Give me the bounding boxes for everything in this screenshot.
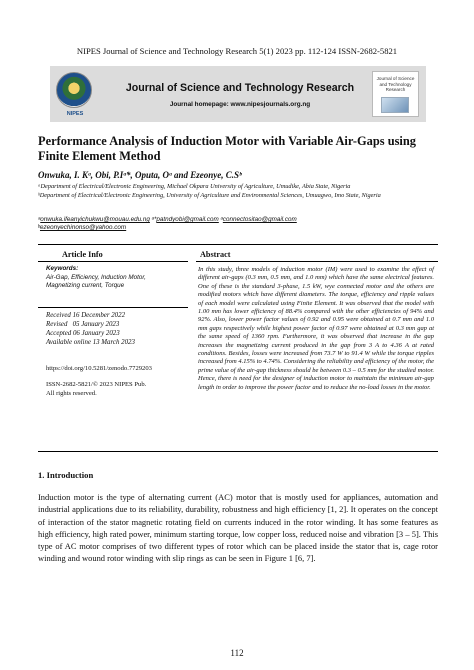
nipes-logo-label: NIPES: [66, 111, 84, 117]
email-link[interactable]: ezeonyechinonso@yahoo.com: [39, 224, 127, 232]
email-prefix: ᵃ: [218, 216, 223, 223]
keywords-rule: [38, 307, 188, 308]
introduction-paragraph: Induction motor is the type of alternating current (AC) motor that is mostly used for appliances, automation and industrial applications due to its reliability, durability, robustness and high efficiency [1, 2]. It operates on the concept of interaction of the stator magnetic rotating field on currents induced in the rotor winding. It has some features as high efficiency, high rated power, minimum starting torque, low copper loss, reduced noise and vibration [3 – 5]. This type of AC motor comprises of two different types of rotor which can be placed inside the stator that is, cage rotor winding and wound rotor winding with slip rings as can be seen in Figure 1 [6, 7].: [38, 492, 438, 564]
accepted-date: Accepted 06 January 2023: [46, 330, 120, 337]
rights-line: All rights reserved.: [46, 389, 97, 397]
revised-date: Revised 05 January 2023: [46, 321, 120, 328]
page-number: 112: [230, 648, 244, 658]
affiliation-b: ᵇDepartment of Electrical/Electronic Engineering, University of Agriculture and Environmental Sciences, Umuagwo, Imo State, Nigeria: [38, 192, 381, 199]
section-rule-top: [38, 244, 438, 245]
cover-title: Journal of Science and Technology Research: [376, 76, 415, 93]
doi-link[interactable]: https://doi.org/10.5281/zenodo.7729203: [46, 365, 152, 372]
banner-homepage[interactable]: Journal homepage: www.nipesjournals.org.ng: [169, 101, 311, 108]
journal-banner: [50, 66, 426, 122]
email-link[interactable]: onwuka.ifeanyichukwu@mouau.edu.ng: [40, 216, 150, 223]
author-emails: [38, 216, 438, 232]
section-rule-bottom: [38, 451, 438, 452]
article-info-heading: Article Info: [62, 250, 103, 259]
article-info-rule: [38, 261, 188, 262]
email-link[interactable]: patndyobi@gmail.com: [156, 216, 219, 223]
article-dates: [46, 311, 186, 347]
abstract-rule: [196, 261, 438, 262]
abstract-text: In this study, three models of induction motor (IM) were used to examine the effect of different air-gaps (0.3 mm, 0.5 mm, and 1.0 mm) which have the same electrical features. One of these is the standard 3-phase, 1.5 kW, wye connected motor and the others are modified motors which have different diameters. The torque, efficiency and ripple values of each model were calculated using Finite Element. It was observed that the model with 1.00 mm has lower efficiency of 88.4% compared with the other efficiencies of 94% and 92%. Also, lower power factor values of 0.92 and 0.95 were obtained at 0.7 mm and 1.0 mm gaps respectively while highest power factor of 0.97 were obtained at 0.3 mm gap at the same speed of 1360 rpm. Furthermore, it was observed that increase in the gap increases the magnetizing current produced in the gap from 3 A to 4.36 A at rated conditions. Besides, losses were increased from 73.7 W to 91.4 W while the torque ripples increased from 4.15% to 4.74%. Considering the reliability and efficiency of the motor, the prime value of the air-gap thickness should be between 0.3 – 0.5 mm for the studied motor. Hence, there is need for the designer of induction motor to maintain the minimum air-gap length in order to improve the power factor and to reduce the no-load losses in the motor.: [198, 266, 434, 391]
cover-image-icon: [381, 97, 409, 113]
introduction-heading: 1. Introduction: [38, 470, 94, 480]
paper-title: Performance Analysis of Induction Motor with Variable Air-Gaps using Finite Element Method: [38, 134, 416, 163]
banner-journal-title: Journal of Science and Technology Research: [125, 82, 355, 94]
issn-rights: [46, 381, 186, 398]
abstract-heading: Abstract: [200, 250, 231, 259]
nipes-logo-icon: [56, 72, 92, 108]
email-prefix: ᵃ: [38, 216, 41, 223]
email-prefix: ᵃ*: [149, 216, 157, 223]
journal-citation-line: NIPES Journal of Science and Technology Research 5(1) 2023 pp. 112-124 ISSN-2682-5821: [76, 46, 398, 56]
email-prefix: ᵇ: [38, 224, 40, 232]
affiliation-a: ᵃDepartment of Electrical/Electronic Engineering, Michael Okpara University of Agriculture, Umudike, Abia State, Nigeria: [38, 183, 351, 190]
keywords-list: Air-Gap, Efficiency, Induction Motor, Magnetizing current, Torque: [46, 274, 146, 290]
available-date: Available online 13 March 2023: [46, 339, 135, 346]
issn-line: ISSN-2682-5821/© 2023 NIPES Pub.: [46, 381, 147, 388]
email-link[interactable]: connectositao@gmail.com: [222, 216, 297, 223]
received-date: Received 16 December 2022: [46, 312, 126, 319]
keywords-label: Keywords:: [46, 265, 79, 272]
paper-authors: Onwuka, I. Kᵃ, Obi, P.Iᵃ*, Oputa, Oᵃ and Ezeonye, C.Sᵇ: [38, 170, 242, 180]
